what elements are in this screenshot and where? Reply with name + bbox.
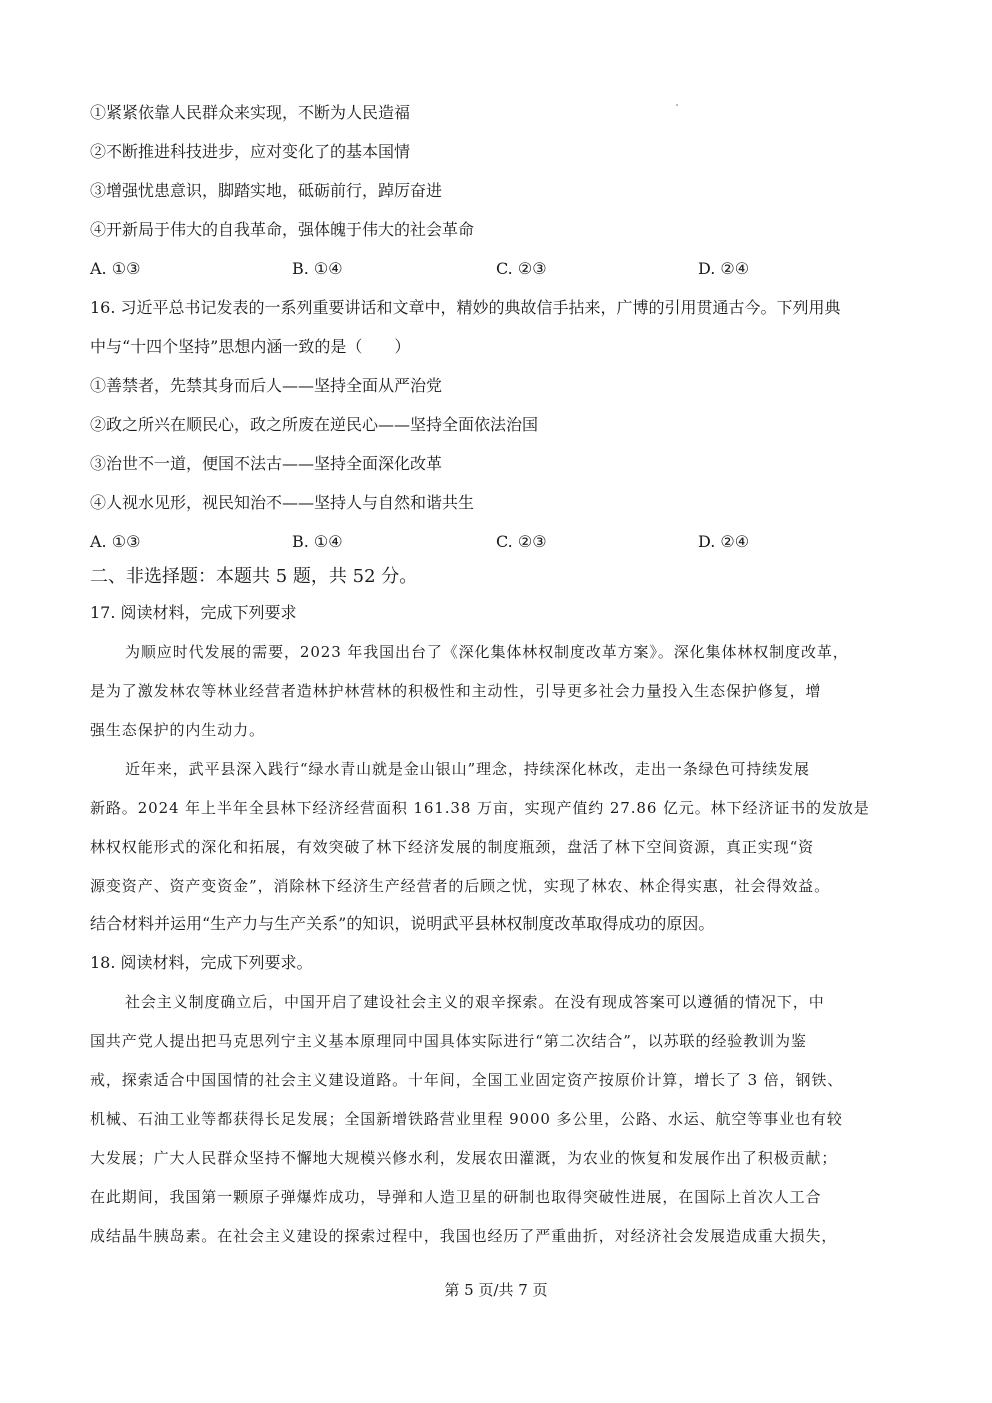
q16-item-3: ③治世不一道，便国不法古——坚持全面深化改革 — [90, 454, 443, 473]
q18-para1-line-3: 戒，探索适合中国国情的社会主义建设道路。十年间，全国工业固定资产按原价计算，增长了 3 倍，钢铁、 — [90, 1071, 844, 1089]
q18-para1-line-1: 社会主义制度确立后，中国开启了建设社会主义的艰辛探索。在没有现成答案可以遵循的情况下，中 — [125, 993, 825, 1011]
q15-item-1: ①紧紧依靠人民群众来实现，不断为人民造福 — [90, 103, 411, 122]
q16-item-1: ①善禁者，先禁其身而后人——坚持全面从严治党 — [90, 376, 443, 395]
q16-item-2: ②政之所兴在顺民心，政之所废在逆民心——坚持全面依法治国 — [90, 415, 539, 434]
q18-para1-line-2: 国共产党人提出把马克思列宁主义基本原理同中国具体实际进行“第二次结合”，以苏联的经验教训为鉴 — [90, 1032, 807, 1050]
q15-item-4: ④开新局于伟大的自我革命，强体魄于伟大的社会革命 — [90, 220, 475, 239]
q16-item-4: ④人视水见形，视民知治不——坚持人与自然和谐共生 — [90, 493, 475, 512]
q17-para2-line-1: 近年来，武平县深入践行“绿水青山就是金山银山”理念，持续深化林改，走出一条绿色可持续发展 — [125, 760, 810, 778]
q16-option-c[interactable]: C. ②③ — [496, 532, 547, 551]
section-heading: 二、非选择题：本题共 5 题，共 52 分。 — [90, 566, 418, 587]
q18-para1-line-4: 机械、石油工业等都获得长足发展；全国新增铁路营业里程 9000 多公里，公路、水运、航空等事业也有较 — [90, 1110, 843, 1128]
q17-title: 17. 阅读材料，完成下列要求 — [90, 603, 297, 622]
q17-para2-line-3: 林权权能形式的深化和拓展，有效突破了林下经济发展的制度瓶颈，盘活了林下空间资源，真正实现“资 — [90, 838, 815, 856]
q15-item-3: ③增强忧患意识，脚踏实地，砥砺前行，踔厉奋进 — [90, 181, 443, 200]
q17-para2-line-4: 源变资产、资产变资金”，消除林下经济生产经营者的后顾之忧，实现了林农、林企得实惠，社会得效益。 — [90, 877, 830, 895]
q15-item-2: ②不断推进科技进步，应对变化了的基本国情 — [90, 142, 411, 161]
page-number: 第 5 页/共 7 页 — [444, 1281, 548, 1299]
q16-options — [90, 532, 905, 554]
q17-para2-line-2: 新路。2024 年上半年全县林下经济经营面积 161.38 万亩，实现产值约 27.86 亿元。林下经济证书的发放是 — [90, 799, 870, 817]
q15-option-b[interactable]: B. ①④ — [292, 259, 343, 278]
q17-question: 结合材料并运用“生产力与生产关系”的知识，说明武平县林权制度改革取得成功的原因。 — [90, 914, 715, 933]
q15-option-a[interactable]: A. ①③ — [90, 259, 141, 278]
q18-para1-line-7: 成结晶牛胰岛素。在社会主义建设的探索过程中，我国也经历了严重曲折，对经济社会发展造成重大损失， — [90, 1227, 838, 1245]
q16-option-a[interactable]: A. ①③ — [90, 532, 141, 551]
q16-option-d[interactable]: D. ②④ — [698, 532, 750, 551]
q16-stem-line-2: 中与“十四个坚持”思想内涵一致的是（ ） — [90, 337, 411, 356]
q15-option-d[interactable]: D. ②④ — [698, 259, 750, 278]
q16-option-b[interactable]: B. ①④ — [292, 532, 343, 551]
q16-stem-line-1: 16. 习近平总书记发表的一系列重要讲话和文章中，精妙的典故信手拈来，广博的引用贯通古今。下列用典 — [90, 298, 841, 317]
q17-para1-line-2: 是为了激发林农等林业经营者造林护林营林的积极性和主动性，引导更多社会力量投入生态保护修复，增 — [90, 682, 822, 700]
q17-para1-line-1: 为顺应时代发展的需要，2023 年我国出台了《深化集体林权制度改革方案》。深化集体林权制度改革， — [125, 643, 849, 661]
q18-title: 18. 阅读材料，完成下列要求。 — [90, 953, 313, 972]
q17-para1-line-3: 强生态保护的内生动力。 — [90, 721, 265, 739]
q15-options — [90, 259, 905, 281]
q18-para1-line-5: 大发展；广大人民群众坚持不懈地大规模兴修水利，发展农田灌溉，为农业的恢复和发展作出了积极贡献； — [90, 1149, 838, 1167]
q18-para1-line-6: 在此期间，我国第一颗原子弹爆炸成功，导弹和人造卫星的研制也取得突破性进展，在国际上首次人工合 — [90, 1188, 822, 1206]
q15-option-c[interactable]: C. ②③ — [496, 259, 547, 278]
